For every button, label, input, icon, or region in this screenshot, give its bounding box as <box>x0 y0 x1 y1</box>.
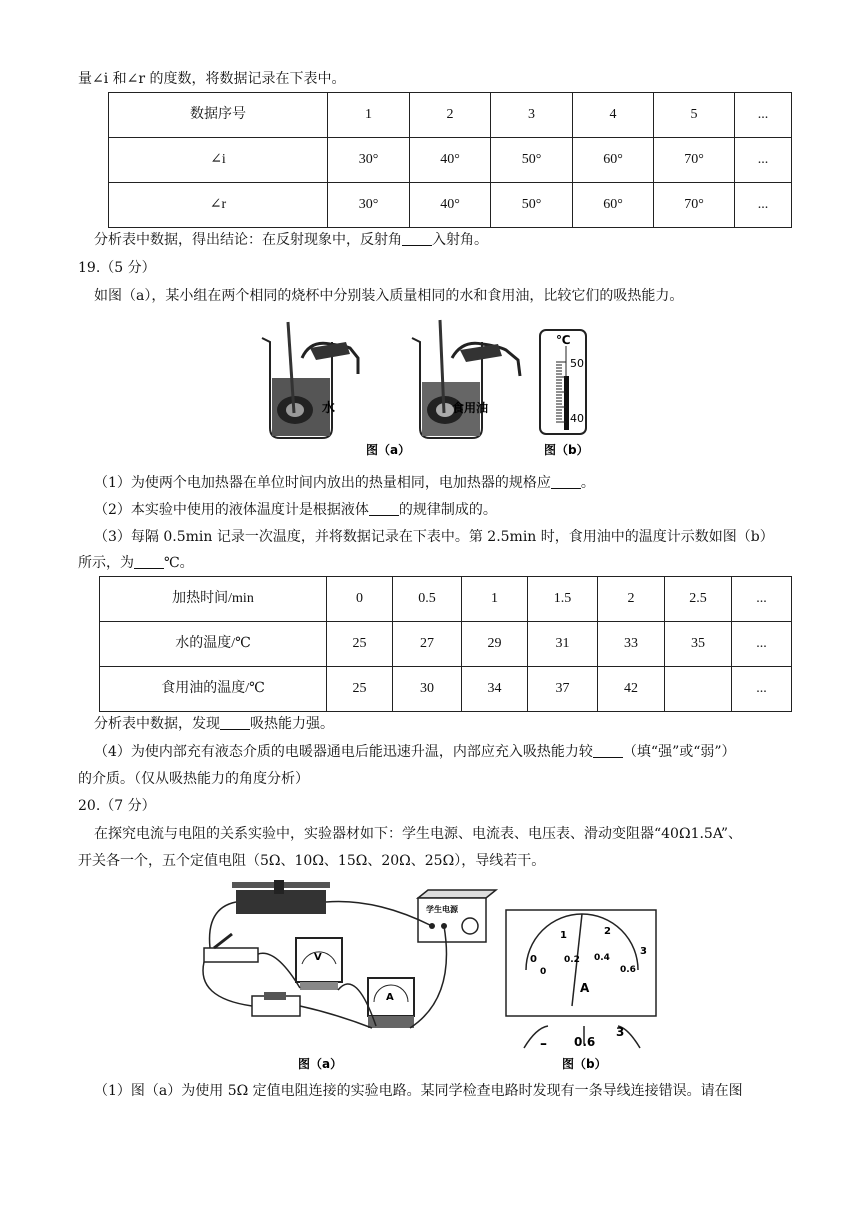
answer-blank <box>369 501 399 516</box>
table-cell: 食用油的温度/℃ <box>100 667 327 712</box>
table-row <box>109 183 792 228</box>
resistor-illustration <box>252 992 300 1016</box>
q18-data-table <box>108 92 792 228</box>
table-cell: 60° <box>573 138 654 183</box>
q19-analysis-text: 分析表中数据，发现 <box>94 716 220 732</box>
terminal-3: 3 <box>616 1025 625 1039</box>
oil-label: 食用油 <box>452 401 489 415</box>
power-supply-illustration <box>418 890 496 942</box>
voltmeter-label: V <box>314 952 322 963</box>
q20-intro-line2: 开关各一个，五个定值电阻（5Ω、10Ω、15Ω、20Ω、25Ω），导线若干。 <box>78 853 546 869</box>
q19-part1-text: （1）为使两个电加热器在单位时间内放出的热量相同，电加热器的规格应 <box>94 475 551 491</box>
table-cell: 30 <box>393 667 462 712</box>
table-header-cell: 2 <box>410 93 491 138</box>
table-header-cell: 1 <box>328 93 410 138</box>
figure-b-caption: 图（b） <box>544 443 589 457</box>
q18-conclusion-tail: 入射角。 <box>432 232 488 248</box>
table-cell: 30° <box>328 138 410 183</box>
table-header-cell: ... <box>735 93 792 138</box>
table-header-cell: 1 <box>462 577 528 622</box>
scale-top-2: 2 <box>604 926 611 937</box>
q18-conclusion-text: 分析表中数据，得出结论：在反射现象中，反射角 <box>94 232 402 248</box>
terminal-minus: – <box>540 1036 547 1052</box>
power-supply-label: 学生电源 <box>426 905 458 914</box>
scale-top-1: 1 <box>560 930 567 941</box>
scale-bottom-06: 0.6 <box>620 965 636 975</box>
q19-number: 19.（5 分） <box>78 260 156 276</box>
table-cell: 40° <box>410 138 491 183</box>
thermometer-unit: ℃ <box>556 333 571 347</box>
scale-top-3: 3 <box>640 946 647 957</box>
figure-b-caption: 图（b） <box>562 1057 607 1071</box>
q19-figure <box>250 318 610 460</box>
table-header-cell: 0.5 <box>393 577 462 622</box>
q20-number: 20.（7 分） <box>78 798 156 814</box>
q19-part3-text: 所示，为 <box>78 555 134 571</box>
table-header-cell: ... <box>732 577 792 622</box>
table-cell: 50° <box>491 138 573 183</box>
ammeter-label: A <box>386 992 394 1003</box>
voltmeter-illustration <box>296 938 342 990</box>
q19-part2 <box>94 501 497 521</box>
scale-bottom-0: 0 <box>540 967 547 977</box>
table-header-cell: 2.5 <box>665 577 732 622</box>
answer-blank <box>551 474 581 489</box>
thermometer-mark-50: 50 <box>570 357 584 370</box>
table-header-cell: 2 <box>598 577 665 622</box>
table-cell: ... <box>735 183 792 228</box>
figure-a-caption: 图（a） <box>366 443 411 457</box>
q19-part4-line2: 的介质。（仅从吸热能力的角度分析） <box>78 771 309 787</box>
q20-intro-line1: 在探究电流与电阻的关系实验中，实验器材如下：学生电源、电流表、电压表、滑动变阻器“40Ω1.5A”、 <box>94 826 743 842</box>
q19-part3-line1: （3）每隔 0.5min 记录一次温度，并将数据记录在下表中。第 2.5min 时，食用油中的温度计示数如图（b） <box>94 529 774 545</box>
ammeter-dial-illustration <box>506 910 656 1048</box>
table-cell: 35 <box>665 622 732 667</box>
switch-illustration <box>204 934 258 962</box>
table-row <box>100 622 792 667</box>
table-cell: 31 <box>528 622 598 667</box>
table-cell: 34 <box>462 667 528 712</box>
table-cell: ... <box>732 667 792 712</box>
q20-part1: （1）图（a）为使用 5Ω 定值电阻连接的实验电路。某同学检查电路时发现有一条导线连接错误。请在图 <box>94 1083 743 1099</box>
scale-top-0: 0 <box>530 954 537 965</box>
table-cell: 29 <box>462 622 528 667</box>
table-cell: ... <box>735 138 792 183</box>
table-cell: 30° <box>328 183 410 228</box>
q19-intro: 如图（a），某小组在两个相同的烧杯中分别装入质量相同的水和食用油，比较它们的吸热能力。 <box>94 288 684 304</box>
q19-part4-line1 <box>94 743 736 763</box>
table-cell <box>665 667 732 712</box>
table-cell: 25 <box>327 667 393 712</box>
q19-analysis <box>94 715 334 735</box>
oil-beaker-illustration <box>412 320 520 438</box>
table-cell: 70° <box>654 138 735 183</box>
table-header-cell: 1.5 <box>528 577 598 622</box>
table-row <box>109 138 792 183</box>
table-header-cell: 4 <box>573 93 654 138</box>
table-cell: 40° <box>410 183 491 228</box>
answer-blank <box>402 231 432 246</box>
water-label: 水 <box>322 401 336 416</box>
table-header-cell: 0 <box>327 577 393 622</box>
table-cell: ∠i <box>109 138 328 183</box>
q18-intro: 量∠i 和∠r 的度数，将数据记录在下表中。 <box>78 71 346 87</box>
q19-part1-tail: 。 <box>580 475 595 491</box>
q19-data-table <box>99 576 792 712</box>
q19-analysis-tail: 吸热能力强。 <box>250 716 334 732</box>
rheostat-illustration <box>232 880 330 914</box>
q19-part2-tail: 的规律制成的。 <box>398 502 497 518</box>
table-row <box>100 577 792 622</box>
q19-part4-text: （4）为使内部充有液态介质的电暖器通电后能迅速升温，内部应充入吸热能力较 <box>94 744 593 760</box>
table-cell: 50° <box>491 183 573 228</box>
scale-bottom-04: 0.4 <box>594 953 610 963</box>
thermometer-mark-40: 40 <box>570 412 584 425</box>
meter-unit: A <box>580 981 590 995</box>
q19-part1 <box>94 474 595 494</box>
table-cell: 37 <box>528 667 598 712</box>
table-cell: 27 <box>393 622 462 667</box>
q18-conclusion <box>94 231 488 251</box>
table-row <box>100 667 792 712</box>
q19-part2-text: （2）本实验中使用的液体温度计是根据液体 <box>94 502 369 518</box>
q19-part3-tail: ℃。 <box>164 555 194 571</box>
table-header-cell: 5 <box>654 93 735 138</box>
table-cell: 水的温度/℃ <box>100 622 327 667</box>
table-header-cell: 数据序号 <box>109 93 328 138</box>
table-cell: ... <box>732 622 792 667</box>
table-cell: 70° <box>654 183 735 228</box>
table-header-cell: 3 <box>491 93 573 138</box>
figure-a-caption: 图（a） <box>298 1057 343 1071</box>
table-cell: 33 <box>598 622 665 667</box>
q20-figure <box>196 878 676 1074</box>
ammeter-illustration <box>368 978 414 1028</box>
scale-bottom-02: 0.2 <box>564 955 580 965</box>
table-cell: 25 <box>327 622 393 667</box>
answer-blank <box>134 554 164 569</box>
answer-blank <box>220 715 250 730</box>
table-header-cell: 加热时间/min <box>100 577 327 622</box>
q19-part3-line2 <box>78 554 194 574</box>
table-cell: ∠r <box>109 183 328 228</box>
terminal-06: 0.6 <box>574 1035 596 1049</box>
water-beaker-illustration <box>262 322 358 438</box>
table-row <box>109 93 792 138</box>
answer-blank <box>593 743 623 758</box>
table-cell: 42 <box>598 667 665 712</box>
q19-part4-tail: （填“强”或“弱”） <box>622 744 736 760</box>
table-cell: 60° <box>573 183 654 228</box>
